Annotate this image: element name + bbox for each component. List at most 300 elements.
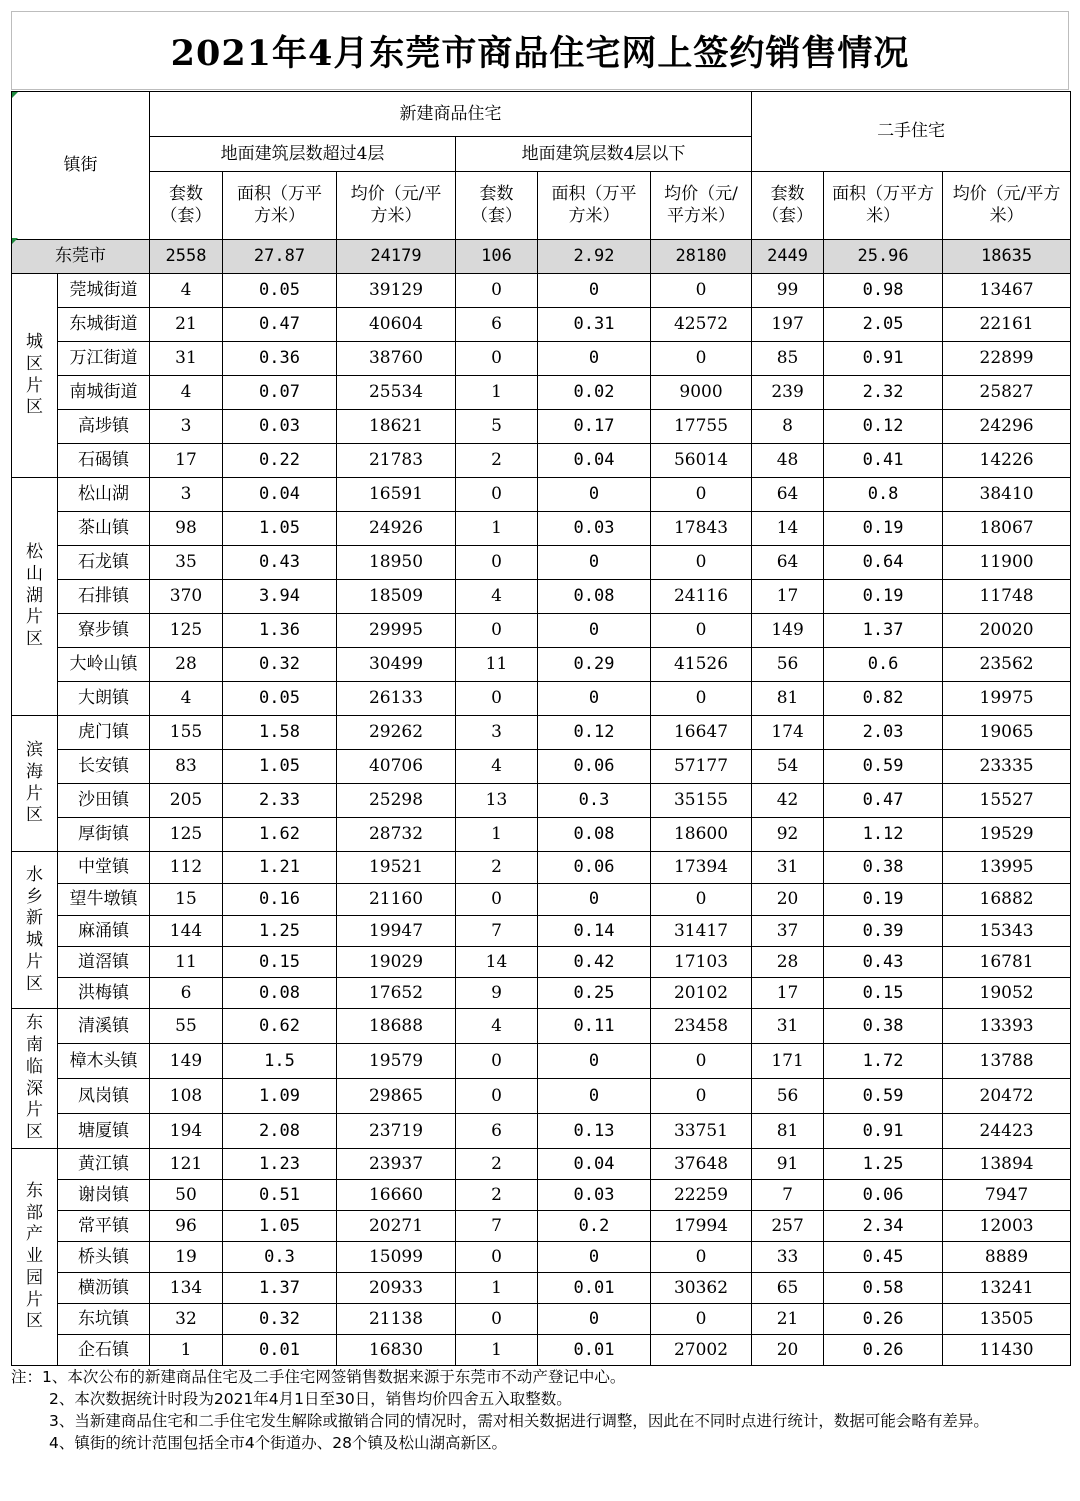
table-row	[12, 1044, 1071, 1079]
value-cell: 0.38	[824, 1009, 943, 1044]
zone-label-char: 片	[26, 951, 43, 972]
value-cell: 0	[456, 1079, 538, 1114]
value-cell: 0	[456, 1304, 538, 1335]
total-cell: 24179	[337, 240, 456, 274]
value-cell: 0.41	[824, 444, 943, 478]
value-cell: 13788	[943, 1044, 1071, 1079]
value-cell: 24296	[943, 410, 1071, 444]
table-row	[12, 1114, 1071, 1149]
value-cell: 0	[456, 546, 538, 580]
header-town: 镇街	[12, 92, 150, 240]
total-cell: 2449	[752, 240, 824, 274]
value-cell: 0.38	[824, 852, 943, 884]
value-cell: 112	[150, 852, 223, 884]
zone-label-char: 南	[26, 1035, 43, 1055]
value-cell: 155	[150, 716, 223, 750]
value-cell: 0.04	[538, 444, 651, 478]
value-cell: 35	[150, 546, 223, 580]
value-cell: 0.58	[824, 1273, 943, 1304]
sales-table	[11, 91, 1071, 1366]
value-cell: 2.34	[824, 1211, 943, 1242]
zone-label	[12, 1149, 58, 1366]
header-under-4-floors: 地面建筑层数4层以下	[456, 137, 752, 172]
value-cell: 20271	[337, 1211, 456, 1242]
value-cell: 0.59	[824, 750, 943, 784]
table-row	[12, 444, 1071, 478]
table-row	[12, 916, 1071, 947]
zone-label-char: 片	[26, 1289, 43, 1310]
value-cell: 13467	[943, 274, 1071, 308]
subheader-row	[12, 172, 1071, 240]
value-cell: 0	[538, 342, 651, 376]
value-cell: 7	[456, 1211, 538, 1242]
value-cell: 20020	[943, 614, 1071, 648]
value-cell: 0	[456, 884, 538, 916]
value-cell: 0	[538, 1304, 651, 1335]
value-cell: 0.32	[223, 648, 337, 682]
value-cell: 38410	[943, 478, 1071, 512]
value-cell: 4	[150, 376, 223, 410]
value-cell: 15343	[943, 916, 1071, 947]
value-cell: 98	[150, 512, 223, 546]
value-cell: 16830	[337, 1335, 456, 1366]
value-cell: 0.43	[824, 947, 943, 978]
value-cell: 171	[752, 1044, 824, 1079]
value-cell: 48	[752, 444, 824, 478]
cell-marker-icon	[12, 92, 18, 98]
value-cell: 25298	[337, 784, 456, 818]
value-cell: 28732	[337, 818, 456, 852]
town-name: 道滘镇	[58, 947, 150, 978]
value-cell: 15527	[943, 784, 1071, 818]
value-cell: 0.17	[538, 410, 651, 444]
town-name: 麻涌镇	[58, 916, 150, 947]
value-cell: 197	[752, 308, 824, 342]
value-cell: 24423	[943, 1114, 1071, 1149]
value-cell: 22259	[651, 1180, 752, 1211]
value-cell: 0	[651, 1044, 752, 1079]
value-cell: 11900	[943, 546, 1071, 580]
value-cell: 56	[752, 648, 824, 682]
value-cell: 0.47	[824, 784, 943, 818]
value-cell: 194	[150, 1114, 223, 1149]
value-cell: 1	[456, 376, 538, 410]
town-name: 桥头镇	[58, 1242, 150, 1273]
value-cell: 9	[456, 978, 538, 1009]
value-cell: 12003	[943, 1211, 1071, 1242]
value-cell: 3	[150, 410, 223, 444]
value-cell: 31417	[651, 916, 752, 947]
zone-label	[12, 478, 58, 716]
value-cell: 7	[456, 916, 538, 947]
value-cell: 8	[752, 410, 824, 444]
value-cell: 0.08	[223, 978, 337, 1009]
value-cell: 0.82	[824, 682, 943, 716]
table-row	[12, 978, 1071, 1009]
subheader-units-1: 套数（套）	[150, 172, 223, 240]
value-cell: 19579	[337, 1044, 456, 1079]
value-cell: 1.37	[223, 1273, 337, 1304]
value-cell: 1.72	[824, 1044, 943, 1079]
town-name: 望牛墩镇	[58, 884, 150, 916]
town-name: 洪梅镇	[58, 978, 150, 1009]
value-cell: 23458	[651, 1009, 752, 1044]
value-cell: 27002	[651, 1335, 752, 1366]
value-cell: 33751	[651, 1114, 752, 1149]
zone-label-char: 新	[26, 908, 43, 929]
value-cell: 81	[752, 1114, 824, 1149]
value-cell: 0	[651, 342, 752, 376]
value-cell: 0	[456, 274, 538, 308]
subheader-units-3: 套数（套）	[752, 172, 824, 240]
value-cell: 0	[538, 478, 651, 512]
value-cell: 0	[651, 274, 752, 308]
value-cell: 21160	[337, 884, 456, 916]
total-row	[12, 240, 1071, 274]
town-name: 大岭山镇	[58, 648, 150, 682]
value-cell: 0.26	[824, 1304, 943, 1335]
value-cell: 15	[150, 884, 223, 916]
town-name: 高埗镇	[58, 410, 150, 444]
header-new-housing: 新建商品住宅	[150, 92, 752, 137]
value-cell: 0.01	[538, 1273, 651, 1304]
value-cell: 28	[752, 947, 824, 978]
zone-label-char: 产	[26, 1224, 43, 1245]
value-cell: 16781	[943, 947, 1071, 978]
value-cell: 21783	[337, 444, 456, 478]
value-cell: 0	[651, 478, 752, 512]
subheader-area-2: 面积（万平方米）	[538, 172, 651, 240]
value-cell: 25534	[337, 376, 456, 410]
value-cell: 35155	[651, 784, 752, 818]
value-cell: 19052	[943, 978, 1071, 1009]
value-cell: 1	[456, 1273, 538, 1304]
value-cell: 16591	[337, 478, 456, 512]
value-cell: 17652	[337, 978, 456, 1009]
value-cell: 0.43	[223, 546, 337, 580]
value-cell: 99	[752, 274, 824, 308]
zone-label-char: 山	[26, 563, 43, 584]
value-cell: 2	[456, 444, 538, 478]
value-cell: 19975	[943, 682, 1071, 716]
value-cell: 0.11	[538, 1009, 651, 1044]
value-cell: 0.19	[824, 884, 943, 916]
notes	[11, 1366, 1069, 1454]
value-cell: 0.19	[824, 580, 943, 614]
value-cell: 1.25	[824, 1149, 943, 1180]
value-cell: 0.15	[824, 978, 943, 1009]
value-cell: 0.01	[538, 1335, 651, 1366]
value-cell: 21	[150, 308, 223, 342]
value-cell: 31	[752, 1009, 824, 1044]
value-cell: 28	[150, 648, 223, 682]
value-cell: 41526	[651, 648, 752, 682]
value-cell: 6	[150, 978, 223, 1009]
value-cell: 23562	[943, 648, 1071, 682]
value-cell: 6	[456, 308, 538, 342]
town-name: 东坑镇	[58, 1304, 150, 1335]
value-cell: 0	[456, 1044, 538, 1079]
value-cell: 0.59	[824, 1079, 943, 1114]
value-cell: 0.12	[824, 410, 943, 444]
total-cell: 106	[456, 240, 538, 274]
value-cell: 0.13	[538, 1114, 651, 1149]
town-name: 莞城街道	[58, 274, 150, 308]
zone-label-char: 区	[26, 1311, 43, 1332]
value-cell: 83	[150, 750, 223, 784]
zone-label-char: 片	[26, 607, 43, 628]
zone-label-char: 区	[26, 353, 43, 374]
table-row	[12, 308, 1071, 342]
value-cell: 19	[150, 1242, 223, 1273]
value-cell: 17755	[651, 410, 752, 444]
value-cell: 0.36	[223, 342, 337, 376]
value-cell: 0.29	[538, 648, 651, 682]
value-cell: 4	[150, 682, 223, 716]
value-cell: 26133	[337, 682, 456, 716]
value-cell: 1.62	[223, 818, 337, 852]
zone-label-char: 区	[26, 397, 43, 418]
table-row	[12, 1304, 1071, 1335]
value-cell: 0.22	[223, 444, 337, 478]
value-cell: 174	[752, 716, 824, 750]
value-cell: 0.06	[538, 852, 651, 884]
value-cell: 17	[150, 444, 223, 478]
zone-label-char: 湖	[26, 585, 43, 606]
table-row	[12, 852, 1071, 884]
page-title: 2021年4月东莞市商品住宅网上签约销售情况	[170, 32, 910, 74]
value-cell: 0.47	[223, 308, 337, 342]
table-row	[12, 784, 1071, 818]
zone-label-char: 水	[26, 864, 43, 885]
value-cell: 0.51	[223, 1180, 337, 1211]
zone-label	[12, 1009, 58, 1149]
value-cell: 40706	[337, 750, 456, 784]
value-cell: 16647	[651, 716, 752, 750]
zone-label-char: 临	[26, 1056, 43, 1077]
value-cell: 14	[456, 947, 538, 978]
zone-label-char: 业	[26, 1246, 43, 1267]
value-cell: 125	[150, 818, 223, 852]
cell-marker-icon	[12, 238, 18, 244]
value-cell: 0.12	[538, 716, 651, 750]
value-cell: 4	[456, 1009, 538, 1044]
zone-label-char: 东	[26, 1180, 43, 1201]
zone-label-char: 东	[26, 1013, 43, 1034]
town-name: 大朗镇	[58, 682, 150, 716]
value-cell: 0.91	[824, 1114, 943, 1149]
value-cell: 81	[752, 682, 824, 716]
value-cell: 0.03	[538, 512, 651, 546]
town-name: 寮步镇	[58, 614, 150, 648]
value-cell: 29262	[337, 716, 456, 750]
value-cell: 0.05	[223, 274, 337, 308]
value-cell: 91	[752, 1149, 824, 1180]
zone-label-char: 园	[26, 1267, 43, 1288]
value-cell: 21	[752, 1304, 824, 1335]
value-cell: 0.04	[538, 1149, 651, 1180]
value-cell: 0.6	[824, 648, 943, 682]
note-4: 4、镇街的统计范围包括全市4个街道办、28个镇及松山湖高新区。	[49, 1434, 507, 1452]
value-cell: 6	[456, 1114, 538, 1149]
value-cell: 3.94	[223, 580, 337, 614]
subheader-price-1: 均价（元/平方米）	[337, 172, 456, 240]
zone-label-char: 区	[26, 973, 43, 994]
value-cell: 0	[651, 1304, 752, 1335]
title-box	[11, 11, 1069, 90]
value-cell: 0	[456, 682, 538, 716]
value-cell: 0.91	[824, 342, 943, 376]
value-cell: 18621	[337, 410, 456, 444]
value-cell: 37	[752, 916, 824, 947]
value-cell: 11	[456, 648, 538, 682]
value-cell: 21138	[337, 1304, 456, 1335]
value-cell: 7	[752, 1180, 824, 1211]
value-cell: 56	[752, 1079, 824, 1114]
value-cell: 1.25	[223, 916, 337, 947]
value-cell: 0	[651, 1242, 752, 1273]
town-name: 虎门镇	[58, 716, 150, 750]
town-name: 石龙镇	[58, 546, 150, 580]
value-cell: 0.2	[538, 1211, 651, 1242]
value-cell: 2.32	[824, 376, 943, 410]
value-cell: 14	[752, 512, 824, 546]
value-cell: 2	[456, 852, 538, 884]
table-row	[12, 1079, 1071, 1114]
zone-label-char: 深	[26, 1078, 43, 1099]
table-row	[12, 648, 1071, 682]
town-name: 清溪镇	[58, 1009, 150, 1044]
value-cell: 3	[150, 478, 223, 512]
value-cell: 32	[150, 1304, 223, 1335]
value-cell: 17	[752, 978, 824, 1009]
town-name: 沙田镇	[58, 784, 150, 818]
value-cell: 1	[456, 512, 538, 546]
value-cell: 1.36	[223, 614, 337, 648]
value-cell: 54	[752, 750, 824, 784]
value-cell: 1	[456, 818, 538, 852]
subheader-price-2: 均价（元/平方米）	[651, 172, 752, 240]
value-cell: 20472	[943, 1079, 1071, 1114]
value-cell: 0	[538, 274, 651, 308]
table-row	[12, 342, 1071, 376]
value-cell: 0	[456, 342, 538, 376]
value-cell: 23937	[337, 1149, 456, 1180]
table-row	[12, 478, 1071, 512]
subheader-area-3: 面积（万平方米）	[824, 172, 943, 240]
value-cell: 0	[538, 884, 651, 916]
table-row	[12, 274, 1071, 308]
value-cell: 50	[150, 1180, 223, 1211]
value-cell: 0.19	[824, 512, 943, 546]
value-cell: 1.58	[223, 716, 337, 750]
value-cell: 2.08	[223, 1114, 337, 1149]
value-cell: 3	[456, 716, 538, 750]
town-name: 石碣镇	[58, 444, 150, 478]
value-cell: 0	[538, 1044, 651, 1079]
value-cell: 0	[538, 1242, 651, 1273]
value-cell: 108	[150, 1079, 223, 1114]
header-second-hand: 二手住宅	[752, 92, 1071, 172]
value-cell: 5	[456, 410, 538, 444]
value-cell: 0	[456, 478, 538, 512]
value-cell: 17843	[651, 512, 752, 546]
value-cell: 2.33	[223, 784, 337, 818]
town-name: 中堂镇	[58, 852, 150, 884]
value-cell: 17394	[651, 852, 752, 884]
value-cell: 30499	[337, 648, 456, 682]
value-cell: 42572	[651, 308, 752, 342]
value-cell: 0.06	[824, 1180, 943, 1211]
value-cell: 370	[150, 580, 223, 614]
value-cell: 22899	[943, 342, 1071, 376]
table-row	[12, 682, 1071, 716]
value-cell: 11	[150, 947, 223, 978]
value-cell: 20933	[337, 1273, 456, 1304]
value-cell: 40604	[337, 308, 456, 342]
table-row	[12, 1335, 1071, 1366]
table-row	[12, 546, 1071, 580]
value-cell: 18950	[337, 546, 456, 580]
value-cell: 18600	[651, 818, 752, 852]
zone-label	[12, 716, 58, 852]
value-cell: 0.3	[538, 784, 651, 818]
total-cell: 28180	[651, 240, 752, 274]
table-row	[12, 410, 1071, 444]
value-cell: 20	[752, 884, 824, 916]
value-cell: 19065	[943, 716, 1071, 750]
value-cell: 0.02	[538, 376, 651, 410]
value-cell: 13241	[943, 1273, 1071, 1304]
value-cell: 42	[752, 784, 824, 818]
note-3: 3、当新建商品住宅和二手住宅发生解除或撤销合同的情况时，需对相关数据进行调整，因此在不同时点进行统计，数据可能会略有差异。	[49, 1412, 989, 1430]
town-name: 企石镇	[58, 1335, 150, 1366]
zone-label-char: 部	[26, 1202, 43, 1223]
value-cell: 17994	[651, 1211, 752, 1242]
value-cell: 1.05	[223, 1211, 337, 1242]
value-cell: 65	[752, 1273, 824, 1304]
header-over-4-floors: 地面建筑层数超过4层	[150, 137, 456, 172]
value-cell: 17	[752, 580, 824, 614]
zone-label-char: 城	[26, 332, 43, 352]
total-name: 东莞市	[12, 240, 150, 274]
value-cell: 0.08	[538, 818, 651, 852]
total-cell: 2.92	[538, 240, 651, 274]
value-cell: 0.42	[538, 947, 651, 978]
value-cell: 0	[538, 614, 651, 648]
note-2: 2、本次数据统计时段为2021年4月1日至30日，销售均价四舍五入取整数。	[49, 1390, 572, 1408]
value-cell: 0.98	[824, 274, 943, 308]
value-cell: 134	[150, 1273, 223, 1304]
value-cell: 121	[150, 1149, 223, 1180]
value-cell: 37648	[651, 1149, 752, 1180]
total-cell: 2558	[150, 240, 223, 274]
value-cell: 19521	[337, 852, 456, 884]
table-row	[12, 947, 1071, 978]
value-cell: 2	[456, 1180, 538, 1211]
value-cell: 4	[456, 750, 538, 784]
table-row	[12, 614, 1071, 648]
value-cell: 56014	[651, 444, 752, 478]
value-cell: 0.62	[223, 1009, 337, 1044]
table-row	[12, 818, 1071, 852]
value-cell: 39129	[337, 274, 456, 308]
value-cell: 0	[651, 884, 752, 916]
value-cell: 16660	[337, 1180, 456, 1211]
value-cell: 30362	[651, 1273, 752, 1304]
subheader-price-3: 均价（元/平方米）	[943, 172, 1071, 240]
value-cell: 20	[752, 1335, 824, 1366]
